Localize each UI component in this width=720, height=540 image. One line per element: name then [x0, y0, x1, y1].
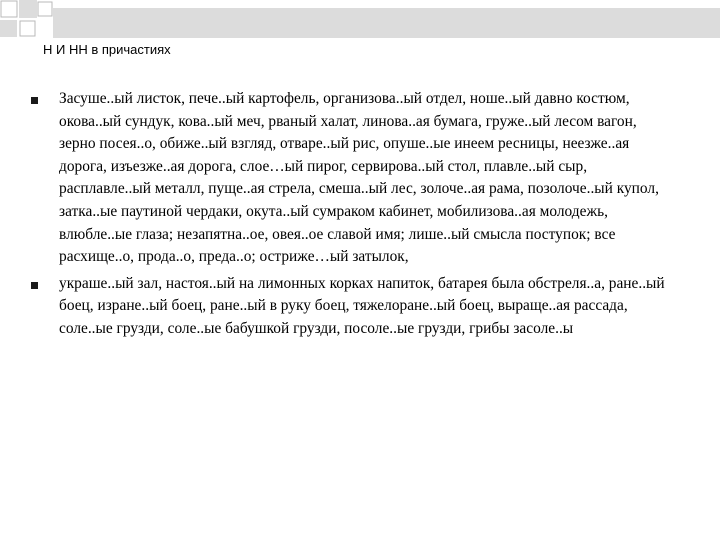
decor-band: [53, 8, 720, 38]
bullet-square-icon: [31, 97, 38, 104]
decor-square: [19, 0, 37, 18]
slide-title: Н И НН в причастиях: [43, 42, 171, 57]
list-item: [0, 273, 669, 341]
decor-square-outline: [20, 21, 35, 36]
bullet-list: [0, 88, 720, 341]
decor-square-outline: [1, 1, 17, 17]
list-item: [0, 88, 669, 269]
bullet-square-icon: [31, 282, 38, 289]
bullet-text: Засуше..ый листок, пече..ый картофель, организова..ый отдел, ноше..ый давно костюм, окова..ый сундук, кова..ый меч, рваный халат, линова..ая бумага, груже..ый лесом вагон, зерно посея..о, обиже..ый взгляд, отваре..ый рис, опуше..ые инеем ресницы, неезже..ая дорога, изъезже..ая дорога, слое…ый пирог, сервирова..ый стол, плавле..ый сыр, расплавле..ый металл, пуще..ая стрела, смеша..ый лес, золоче..ая рама, позолоче..ый купол, затка..ые паутиной чердаки, окута..ый сумраком кабинет, мобилизова..ая молодежь, влюбле..ые глаза; незапятна..ое, овея..ое славой имя; лише..ый смысла поступок; все расхище..о, прода..о, преда..о; остриже…ый затылок,: [59, 90, 659, 266]
bullet-text: украше..ый зал, настоя..ый на лимонных корках напиток, батарея была обстреля..а, ране..ый боец, изране..ый боец, ране..ый в руку боец, тяжелоране..ый боец, выраще..ая рассада, соле..ые грузди, соле..ые бабушкой грузди, посоле..ые грузди, грибы засоле..ы: [59, 274, 665, 337]
decor-square-row: [0, 0, 720, 38]
decor-square: [0, 20, 17, 37]
decor-square-outline: [38, 2, 52, 16]
